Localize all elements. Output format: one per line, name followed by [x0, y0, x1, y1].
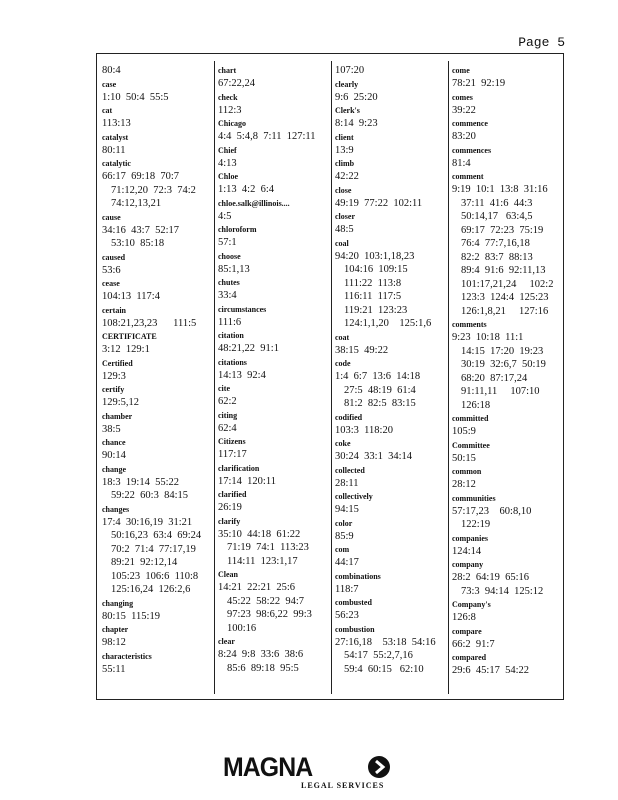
index-entry: [452, 412, 553, 439]
magna-logo: [223, 752, 398, 792]
page-line-reference: 62:4: [218, 422, 237, 434]
index-entry: [335, 357, 436, 411]
index-term: circumstances: [218, 304, 267, 314]
index-entry: [218, 382, 316, 409]
index-entry: [452, 625, 553, 652]
page-line-reference: 108:21,23,23 111:5: [102, 317, 197, 329]
page-line-reference: 97:23 98:6,22 99:3: [227, 609, 312, 620]
index-term: catalyst: [102, 132, 129, 142]
index-entry: [452, 598, 553, 625]
index-entry: [102, 650, 201, 677]
page-line-reference: 85:1,13: [218, 263, 250, 275]
index-entry: [102, 304, 201, 331]
page-line-reference: 28:12: [452, 479, 476, 490]
page-line-reference: 105:9: [452, 426, 476, 437]
page-line-reference: 28:2 64:19 65:16: [452, 572, 530, 583]
index-term: CERTIFICATE: [102, 332, 157, 341]
arrow-circle-icon: [368, 756, 390, 778]
column-divider: [214, 61, 215, 694]
page-line-reference: 80:11: [102, 144, 126, 156]
page-line-reference: 9:19 10:1 13:8 31:16: [452, 184, 548, 195]
index-term: companies: [452, 533, 488, 543]
page-line-reference: 1:10 50:4 55:5: [102, 91, 169, 103]
index-term: common: [452, 467, 482, 476]
page-line-reference: 129:3: [102, 370, 126, 382]
page-line-reference: 91:11,11 107:10: [461, 386, 540, 397]
page-line-reference: 111:22 113:8: [344, 277, 402, 289]
index-entry: [218, 435, 316, 462]
page-line-reference: 123:3 124:4 125:23: [461, 292, 549, 303]
page-number: Page 5: [518, 35, 565, 50]
index-term: chamber: [102, 411, 133, 421]
page-line-reference: 90:14: [102, 450, 126, 461]
index-entry: [452, 318, 553, 412]
page-line-reference: 34:16 43:7 52:17: [102, 224, 180, 236]
page-line-reference: 129:5,12: [102, 397, 140, 408]
page-line-reference: 59:22 60:3 84:15: [111, 490, 189, 501]
index-term: commences: [452, 145, 492, 155]
index-entry: [102, 357, 201, 384]
index-column-2: [218, 64, 316, 675]
index-term: cite: [218, 384, 230, 393]
page-line-reference: 81:4: [452, 157, 471, 169]
page-line-reference: 37:11 41:6 44:3: [461, 197, 533, 209]
index-entry: [102, 383, 201, 410]
index-term: citations: [218, 357, 247, 367]
page-line-reference: 119:21 123:23: [344, 304, 408, 316]
page-line-reference: 45:22 58:22 94:7: [227, 595, 305, 607]
page-line-reference: 101:17,21,24 102:2: [461, 278, 554, 290]
index-term: change: [102, 464, 126, 474]
page-line-reference: 14:13 92:4: [218, 369, 266, 381]
index-entry: [335, 157, 436, 184]
index-entry: [102, 436, 201, 463]
index-term: characteristics: [102, 651, 152, 661]
index-entry: [102, 410, 201, 437]
index-term: caused: [102, 252, 126, 262]
index-term: Chicago: [218, 119, 246, 128]
page-line-reference: 44:17: [335, 557, 359, 568]
index-term: case: [102, 79, 117, 89]
page-line-reference: 1:13 4:2 6:4: [218, 184, 275, 195]
index-term: client: [335, 132, 354, 142]
index-term: clearly: [335, 79, 359, 89]
index-entry: [218, 515, 316, 569]
index-entry: [452, 439, 553, 466]
page-line-reference: 35:10 44:18 61:22: [218, 528, 301, 540]
index-term: clarify: [218, 516, 241, 526]
page-line-reference: 85:9: [335, 530, 354, 542]
page-line-reference: 100:16: [227, 622, 257, 634]
index-entry: [218, 144, 316, 171]
index-entry: [218, 170, 316, 197]
index-term: compared: [452, 653, 487, 662]
index-entry: [102, 104, 201, 131]
index-entry: [335, 210, 436, 237]
page-line-reference: 33:4: [218, 290, 237, 301]
index-term: cat: [102, 106, 113, 115]
page-line-reference: 9:23 10:18 11:1: [452, 332, 524, 343]
index-term: cease: [102, 279, 120, 288]
page-line-reference: 118:7: [335, 583, 359, 595]
index-entry: [452, 532, 553, 559]
page-line-reference: 62:2: [218, 396, 237, 407]
index-term: coke: [335, 439, 351, 448]
page-line-reference: 122:19: [461, 519, 491, 530]
index-term: compare: [452, 626, 482, 636]
page-line-reference: 17:14 120:11: [218, 475, 276, 487]
index-term: clear: [218, 637, 235, 646]
page-line-reference: 50:14,17 63:4,5: [461, 211, 533, 222]
page-line-reference: 73:3 94:14 125:12: [461, 585, 544, 597]
index-entry: [218, 223, 316, 250]
page-line-reference: 70:2 71:4 77:17,19: [111, 543, 196, 555]
index-entry: [218, 117, 316, 144]
page-line-reference: 50:15: [452, 452, 476, 464]
page-line-reference: 80:15 115:19: [102, 610, 160, 622]
index-entry: [335, 184, 436, 211]
index-term: Chloe: [218, 172, 238, 181]
index-term: chapter: [102, 625, 129, 634]
index-term: combinations: [335, 571, 381, 581]
index-term: communities: [452, 493, 496, 503]
page-line-reference: 104:16 109:15: [344, 264, 408, 275]
index-term: climb: [335, 159, 355, 168]
index-term: committed: [452, 414, 489, 423]
page-line-reference: 66:2 91:7: [452, 638, 495, 650]
index-term: Clerk's: [335, 106, 360, 115]
index-term: cause: [102, 212, 121, 222]
index-term: chutes: [218, 278, 240, 287]
page-line-reference: 4:13: [218, 157, 237, 169]
page-line-reference: 54:17 55:2,7,16: [344, 650, 413, 661]
page-line-reference: 82:2 83:7 88:13: [461, 251, 533, 263]
page-line-reference: 1:4 6:7 13:6 14:18: [335, 371, 421, 382]
page-line-reference: 53:10 85:18: [111, 238, 165, 249]
index-entry: [452, 144, 553, 171]
page-line-reference: 42:22: [335, 171, 359, 182]
index-entry: [102, 463, 201, 503]
index-entry: [335, 517, 436, 544]
index-entry: [218, 197, 316, 224]
page-line-reference: 107:20: [335, 65, 365, 76]
page-line-reference: 81:2 82:5 83:15: [344, 398, 416, 409]
index-entry: [218, 276, 316, 303]
index-term: coat: [335, 332, 350, 342]
index-entry: [335, 331, 436, 358]
page-line-reference: 18:3 19:14 55:22: [102, 476, 180, 488]
page-line-reference: 39:22: [452, 104, 476, 116]
index-term: close: [335, 185, 352, 195]
index-entry: [102, 211, 201, 251]
page-line-reference: 94:20 103:1,18,23: [335, 250, 415, 262]
index-entry: [335, 64, 436, 78]
page-line-reference: 57:1: [218, 237, 237, 248]
page-line-reference: 27:5 48:19 61:4: [344, 384, 416, 396]
index-entry: [452, 117, 553, 144]
page-line-reference: 111:6: [218, 316, 242, 328]
index-term: combusted: [335, 598, 372, 607]
page-line-reference: 117:17: [218, 449, 247, 460]
page-line-reference: 125:16,24 126:2,6: [111, 584, 191, 595]
logo-brand: MAGNA: [223, 752, 313, 782]
page-line-reference: 68:20 87:17,24: [461, 372, 528, 384]
index-term: coal: [335, 238, 349, 248]
page-line-reference: 126:18: [461, 399, 491, 411]
index-term: Company's: [452, 600, 491, 609]
index-term: clarification: [218, 463, 260, 473]
index-entry: [335, 596, 436, 623]
index-term: citation: [218, 331, 244, 340]
index-term: clarified: [218, 490, 247, 499]
index-term: chance: [102, 438, 126, 447]
page-line-reference: 57:17,23 60:8,10: [452, 505, 532, 517]
index-entry: [218, 329, 316, 356]
page-line-reference: 116:11 117:5: [344, 291, 402, 302]
index-entry: [335, 570, 436, 597]
index-term: company: [452, 560, 484, 569]
page-line-reference: 71:12,20 72:3 74:2: [111, 184, 196, 196]
page-line-reference: 48:21,22 91:1: [218, 343, 279, 354]
index-term: Clean: [218, 570, 238, 579]
page-line-reference: 9:6 25:20: [335, 91, 378, 103]
index-entry: [218, 356, 316, 383]
index-term: changing: [102, 598, 134, 608]
page-line-reference: 103:3 118:20: [335, 424, 393, 436]
index-term: combustion: [335, 624, 375, 634]
index-term: collected: [335, 465, 365, 475]
index-term: citing: [218, 410, 238, 420]
page-line-reference: 29:6 45:17 54:22: [452, 665, 530, 676]
index-term: chart: [218, 66, 237, 75]
page-line-reference: 113:13: [102, 118, 131, 129]
page-line-reference: 114:11 123:1,17: [227, 555, 298, 567]
index-term: certain: [102, 305, 126, 315]
page-line-reference: 4:5: [218, 210, 232, 222]
index-entry: [102, 597, 201, 624]
page-line-reference: 83:20: [452, 131, 476, 142]
index-term: chloe.salk@illinois....: [218, 198, 290, 208]
index-entry: [218, 462, 316, 489]
page-line-reference: 104:13 117:4: [102, 291, 160, 302]
index-entry: [218, 409, 316, 436]
index-term: check: [218, 92, 238, 102]
page-line-reference: 28:11: [335, 477, 359, 489]
index-entry: [102, 251, 201, 278]
index-entry: [102, 330, 201, 357]
page-line-reference: 126:1,8,21 127:16: [461, 305, 549, 317]
index-entry: [335, 543, 436, 570]
index-entry: [335, 237, 436, 331]
index-term: collectively: [335, 492, 373, 501]
page-line-reference: 76:4 77:7,16,18: [461, 238, 530, 249]
index-term: codified: [335, 412, 363, 422]
page-line-reference: 85:6 89:18 95:5: [227, 662, 299, 674]
page-line-reference: 27:16,18 53:18 54:16: [335, 636, 436, 648]
index-term: color: [335, 518, 353, 528]
page-line-reference: 30:24 33:1 34:14: [335, 451, 413, 462]
page-line-reference: 50:16,23 63:4 69:24: [111, 530, 202, 541]
page-line-reference: 17:4 30:16,19 31:21: [102, 516, 193, 528]
index-entry: [102, 131, 201, 158]
page-line-reference: 8:24 9:8 33:6 38:6: [218, 649, 304, 660]
column-divider: [448, 61, 449, 694]
page-line-reference: 14:15 17:20 19:23: [461, 345, 544, 357]
page-line-reference: 59:4 60:15 62:10: [344, 663, 424, 675]
page-line-reference: 69:17 72:23 75:19: [461, 224, 544, 236]
index-entry: [335, 131, 436, 158]
index-term: Chief: [218, 145, 237, 155]
index-entry: [218, 635, 316, 675]
index-column-4: [452, 64, 553, 678]
page-line-reference: 105:23 106:6 110:8: [111, 570, 199, 582]
index-entry: [335, 104, 436, 131]
index-entry: [452, 651, 553, 678]
page-line-reference: 30:19 32:6,7 50:19: [461, 359, 546, 370]
index-term: comments: [452, 320, 487, 329]
index-term: catalytic: [102, 159, 131, 168]
column-divider: [331, 61, 332, 694]
page-line-reference: 112:3: [218, 104, 242, 116]
page-line-reference: 71:19 74:1 113:23: [227, 542, 309, 553]
page-line-reference: 55:11: [102, 663, 126, 675]
index-column-3: [335, 64, 436, 676]
index-term: choose: [218, 251, 241, 261]
index-term: Citizens: [218, 437, 246, 446]
page-line-reference: 8:14 9:23: [335, 118, 378, 129]
index-entry: [218, 568, 316, 635]
index-entry: [452, 465, 553, 492]
index-term: certify: [102, 385, 125, 394]
page-line-reference: 67:22,24: [218, 78, 256, 89]
index-term: com: [335, 545, 350, 554]
index-term: code: [335, 359, 351, 368]
page-line-reference: 48:5: [335, 224, 354, 235]
page-line-reference: 126:8: [452, 612, 476, 623]
page-line-reference: 26:19: [218, 502, 242, 513]
index-entry: [218, 64, 316, 91]
page-line-reference: 124:1,1,20 125:1,6: [344, 318, 432, 329]
index-term: commence: [452, 119, 488, 128]
page-line-reference: 94:15: [335, 504, 359, 515]
page-line-reference: 56:23: [335, 610, 359, 621]
index-term: closer: [335, 212, 355, 221]
index-entry: [335, 623, 436, 677]
index-entry: [452, 492, 553, 532]
index-entry: [218, 303, 316, 330]
index-entry: [102, 64, 201, 78]
index-entry: [335, 437, 436, 464]
index-term: Certified: [102, 358, 133, 368]
index-entry: [335, 78, 436, 105]
page-line-reference: 66:17 69:18 70:7: [102, 171, 180, 182]
page-line-reference: 74:12,13,21: [111, 198, 162, 209]
logo-tagline: LEGAL SERVICES: [301, 781, 385, 790]
index-term: come: [452, 66, 470, 75]
page-line-reference: 4:4 5:4,8 7:11 127:11: [218, 131, 316, 142]
index-entry: [218, 488, 316, 515]
index-entry: [452, 170, 553, 318]
page-line-reference: 13:9: [335, 144, 354, 156]
page-line-reference: 124:14: [452, 545, 482, 557]
word-index-frame: [96, 53, 564, 700]
index-entry: [102, 78, 201, 105]
index-term: chloroform: [218, 225, 257, 234]
index-entry: [102, 277, 201, 304]
index-term: changes: [102, 504, 130, 514]
index-term: comes: [452, 92, 473, 102]
index-entry: [102, 623, 201, 650]
index-entry: [102, 157, 201, 211]
index-column-1: [102, 64, 201, 676]
page-line-reference: 53:6: [102, 264, 121, 276]
index-entry: [452, 558, 553, 598]
page-line-reference: 14:21 22:21 25:6: [218, 582, 296, 593]
index-entry: [335, 490, 436, 517]
page-line-reference: 49:19 77:22 102:11: [335, 197, 423, 209]
index-entry: [452, 91, 553, 118]
page-line-reference: 38:15 49:22: [335, 344, 389, 356]
page-line-reference: 89:4 91:6 92:11,13: [461, 265, 546, 276]
index-term: Committee: [452, 440, 490, 450]
index-entry: [102, 503, 201, 597]
page-line-reference: 98:12: [102, 637, 126, 648]
page-line-reference: 38:5: [102, 423, 121, 435]
page-line-reference: 3:12 129:1: [102, 344, 150, 355]
page-line-reference: 80:4: [102, 65, 121, 76]
index-entry: [335, 411, 436, 438]
page-line-reference: 89:21 92:12,14: [111, 557, 178, 568]
index-entry: [218, 250, 316, 277]
index-entry: [452, 64, 553, 91]
index-entry: [218, 91, 316, 118]
index-term: comment: [452, 172, 484, 181]
page-line-reference: 78:21 92:19: [452, 78, 506, 89]
index-entry: [335, 464, 436, 491]
